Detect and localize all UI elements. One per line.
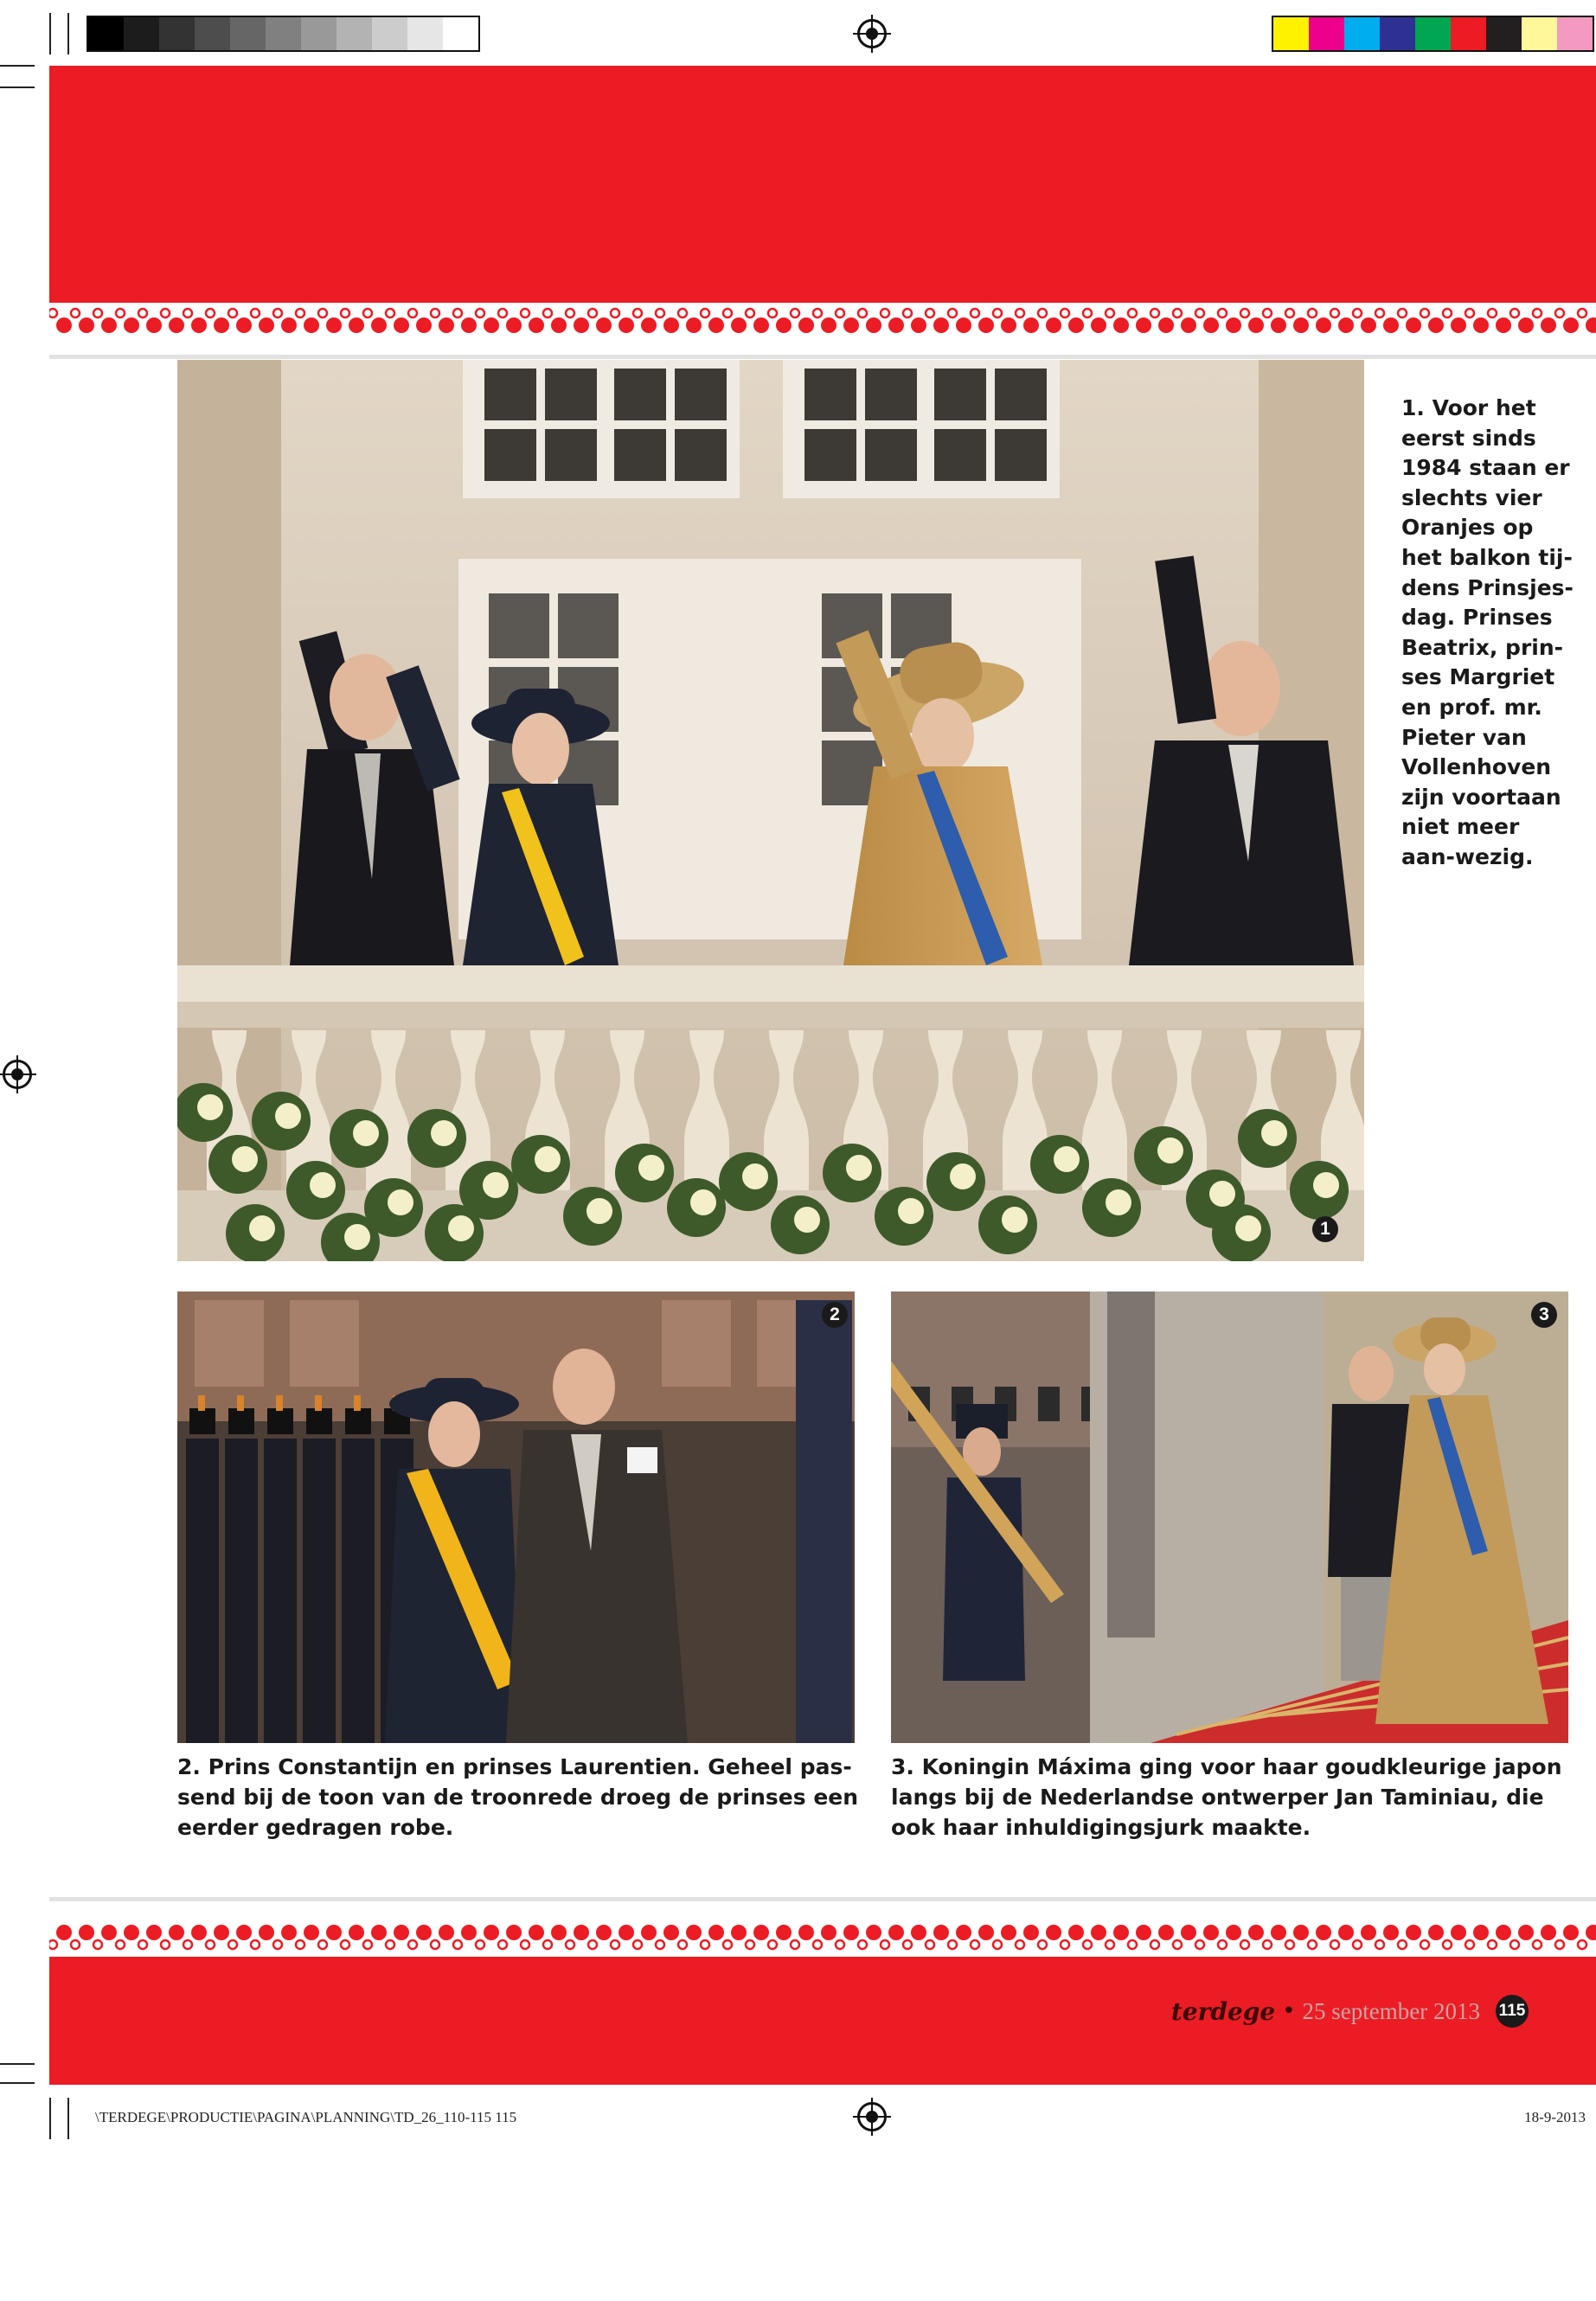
crop-mark [0, 2063, 35, 2065]
grayscale-swatch [407, 17, 443, 50]
grayscale-swatch [301, 17, 337, 50]
registration-mark-icon [3, 1060, 32, 1089]
grayscale-swatch [443, 17, 478, 50]
folio [1171, 1995, 1529, 2028]
grayscale-swatch [195, 17, 230, 50]
crop-mark [67, 2098, 69, 2139]
crop-mark [67, 13, 69, 54]
registration-mark-icon [857, 2102, 887, 2131]
color-swatch [1522, 17, 1557, 50]
photo-couple-walking [177, 1292, 855, 1743]
photo-king-queen-stairs [891, 1292, 1568, 1743]
crop-mark [49, 2098, 51, 2139]
crop-mark [49, 13, 51, 54]
caption-photo-2: 2. Prins Constantijn en prinses Laurentien. Geheel pas-send bij de toon van de troonrede droeg de prinses een eerder gedragen robe. [177, 1754, 859, 1840]
color-swatch [1451, 17, 1486, 50]
page-number: 115 [1496, 1995, 1529, 2028]
slug-file-path: \TERDEGE\PRODUCTIE\PAGINA\PLANNING\TD_26_110-115 115 [95, 2109, 517, 2125]
caption-photo-1: 1. Voor het eerst sinds 1984 staan er slechts vier Oranjes op het balkon tij-dens Prinsjes-dag. Prinses Beatrix, prin-ses Margriet en prof. mr. Pieter van Vollenhoven zijn voortaan niet meer aan-wezig. [1401, 395, 1574, 869]
photo-number-badge: 2 [822, 1302, 848, 1328]
color-swatch [1486, 17, 1522, 50]
divider [49, 355, 1596, 359]
dotted-border [49, 301, 1596, 339]
divider [49, 1897, 1596, 1901]
color-swatch [1557, 17, 1593, 50]
crop-mark [0, 65, 35, 67]
color-swatch [1380, 17, 1415, 50]
grayscale-swatch [124, 17, 159, 50]
color-swatch [1309, 17, 1344, 50]
photo-number-badge: 3 [1531, 1302, 1557, 1328]
crop-mark [0, 87, 35, 88]
grayscale-swatch [88, 17, 124, 50]
brand-logo: terdege [1170, 1997, 1276, 2026]
grayscale-control-strip [87, 16, 480, 52]
caption-photo-3: 3. Koningin Máxima ging voor haar goudkleurige japon langs bij de Nederlandse ontwerper Jan Taminiau, die ook haar inhuldigingsjurk maakte. [891, 1754, 1562, 1840]
photo-balcony [177, 360, 1364, 1261]
issue-date: 25 september 2013 [1302, 1997, 1480, 2024]
color-swatch [1344, 17, 1380, 50]
grayscale-swatch [159, 17, 195, 50]
dotted-border [49, 1920, 1596, 1958]
color-swatch [1415, 17, 1451, 50]
slug-date: 18-9-2013 [1524, 2109, 1586, 2125]
registration-mark-icon [857, 19, 887, 48]
photo-number-badge: 1 [1312, 1216, 1338, 1242]
separator-dot: • [1282, 1998, 1296, 2024]
grayscale-swatch [266, 17, 301, 50]
grayscale-swatch [230, 17, 266, 50]
crop-mark [0, 2082, 35, 2084]
color-swatch [1273, 17, 1309, 50]
grayscale-swatch [337, 17, 372, 50]
color-control-strip [1272, 16, 1594, 52]
header-band [49, 66, 1596, 303]
grayscale-swatch [372, 17, 407, 50]
